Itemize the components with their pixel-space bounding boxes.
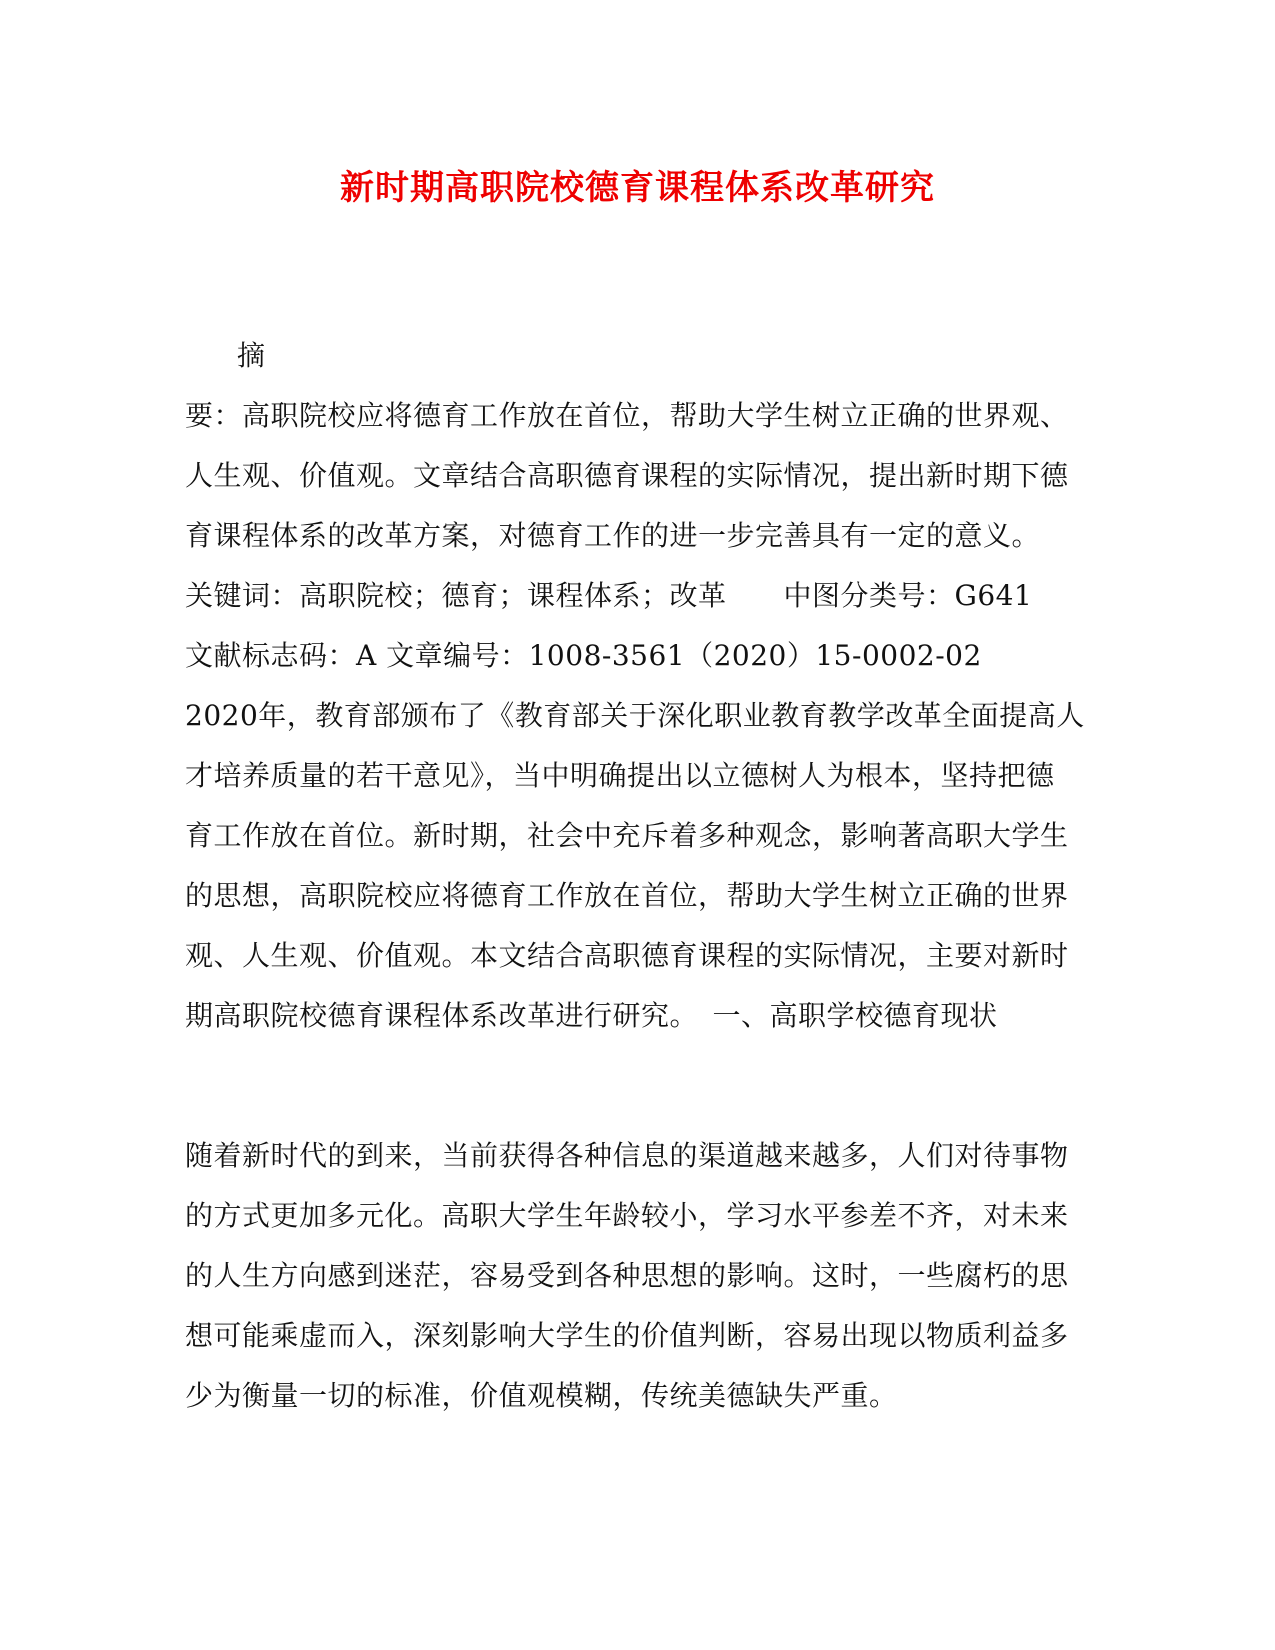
text-line: 要：高职院校应将德育工作放在首位，帮助大学生树立正确的世界观、 (185, 399, 1069, 432)
text-line: 少为衡量一切的标准，价值观模糊，传统美德缺失严重。 (185, 1379, 898, 1412)
abstract-label-line: 摘 (237, 339, 266, 372)
text-line: 想可能乘虚而入，深刻影响大学生的价值判断，容易出现以物质利益多 (185, 1319, 1069, 1352)
text-line: 随着新时代的到来，当前获得各种信息的渠道越来越多，人们对待事物 (185, 1139, 1069, 1172)
section-heading-line: 期高职院校德育课程体系改革进行研究。 一、高职学校德育现状 (185, 999, 998, 1032)
text-line: 观、人生观、价值观。本文结合高职德育课程的实际情况，主要对新时 (185, 939, 1069, 972)
text-line: 才培养质量的若干意见》，当中明确提出以立德树人为根本，坚持把德 (185, 759, 1055, 792)
document-code-line: 文献标志码：A 文章编号：1008-3561（2020）15-0002-02 (185, 639, 982, 672)
text-line: 2020年，教育部颁布了《教育部关于深化职业教育教学改革全面提高人 (185, 699, 1085, 732)
text-line: 的思想，高职院校应将德育工作放在首位，帮助大学生树立正确的世界 (185, 879, 1069, 912)
text-line: 育工作放在首位。新时期，社会中充斥着多种观念，影响著高职大学生 (185, 819, 1069, 852)
text-line: 的人生方向感到迷茫，容易受到各种思想的影响。这时，一些腐朽的思 (185, 1259, 1069, 1292)
text-line: 的方式更加多元化。高职大学生年龄较小，学习水平参差不齐，对未来 (185, 1199, 1069, 1232)
text-line: 育课程体系的改革方案，对德育工作的进一步完善具有一定的意义。 (185, 519, 1041, 552)
text-line: 人生观、价值观。文章结合高职德育课程的实际情况，提出新时期下德 (185, 459, 1069, 492)
document-title: 新时期高职院校德育课程体系改革研究 (340, 168, 935, 208)
keywords-line: 关键词：高职院校；德育；课程体系；改革 中图分类号：G641 (185, 579, 1033, 612)
